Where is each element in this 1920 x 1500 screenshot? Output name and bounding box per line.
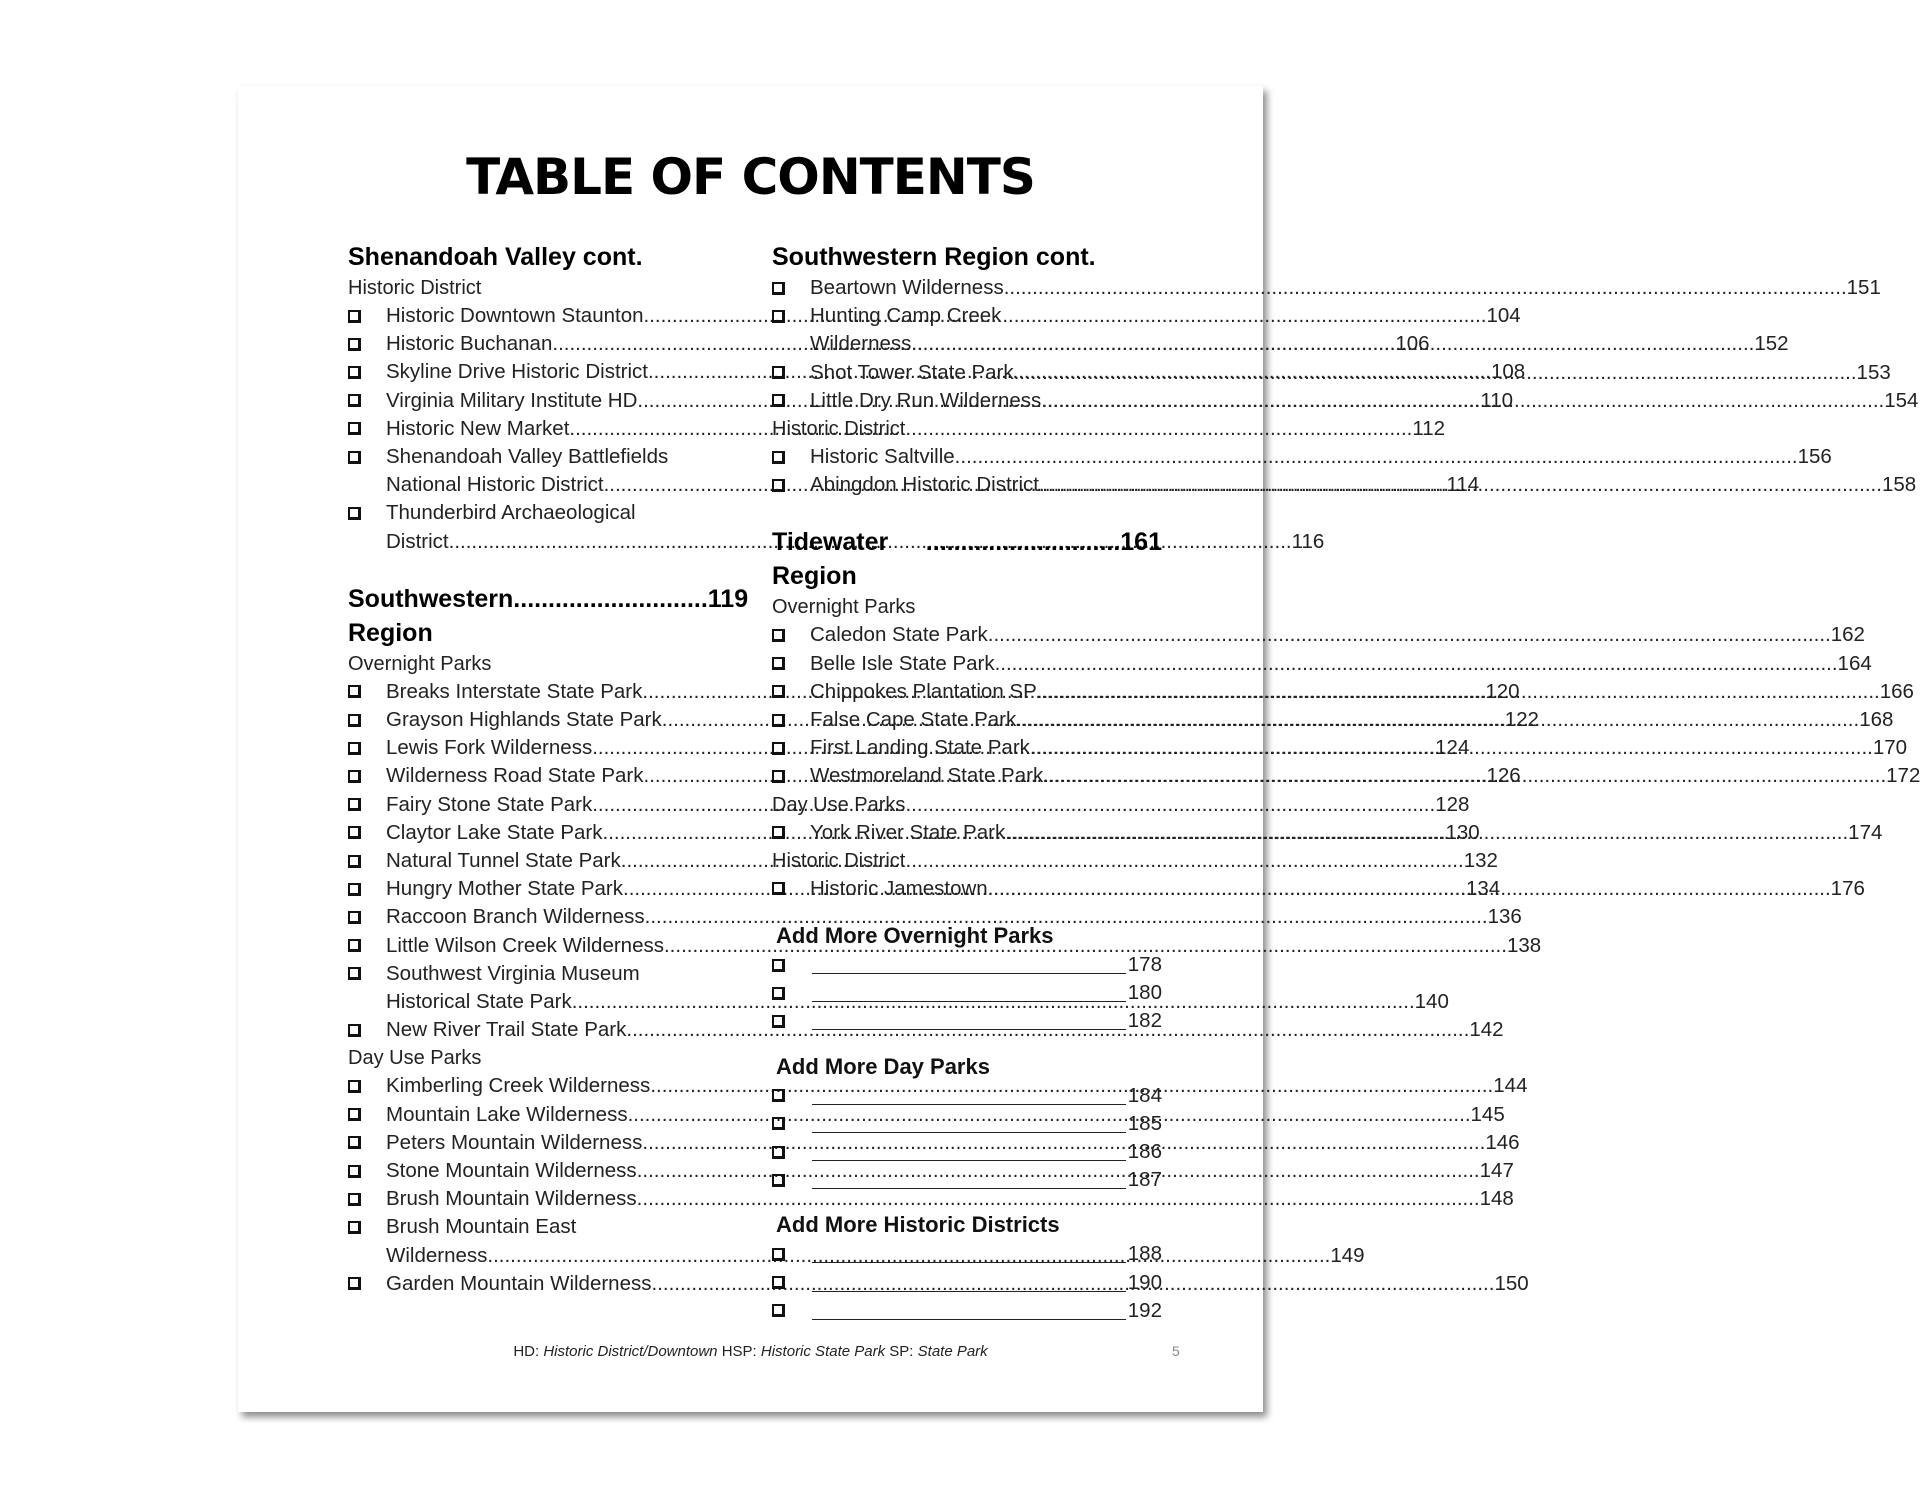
page-number: 124 bbox=[1435, 736, 1470, 760]
entry-title: Historic New Market bbox=[386, 416, 570, 440]
write-in-line[interactable] bbox=[812, 979, 1126, 1002]
section-heading: Southwestern Region ............................ 119 bbox=[348, 582, 738, 650]
entry-title: Garden Mountain Wilderness bbox=[386, 1271, 652, 1295]
section-heading-text: Southwestern Region cont. bbox=[772, 243, 1096, 271]
page-number: 145 bbox=[1470, 1102, 1505, 1126]
page-number: 108 bbox=[1490, 360, 1526, 384]
entry-title: Raccoon Branch Wilderness bbox=[386, 905, 645, 929]
entry-title: York River State Park bbox=[810, 820, 1006, 844]
blank-entry[interactable] bbox=[772, 1007, 1162, 1035]
entry-title: Southwest Virginia Museum bbox=[386, 961, 640, 985]
page-number: 190 bbox=[1127, 1270, 1162, 1294]
checkbox[interactable] bbox=[348, 678, 386, 706]
page-number: 185 bbox=[1127, 1111, 1162, 1135]
checkbox[interactable] bbox=[772, 951, 810, 979]
subsection-label: Overnight Parks bbox=[772, 596, 916, 619]
checkbox[interactable] bbox=[348, 960, 386, 988]
checkbox[interactable] bbox=[772, 471, 810, 499]
checkbox[interactable] bbox=[772, 387, 810, 415]
checkbox[interactable] bbox=[772, 443, 810, 471]
page-number: 153 bbox=[1856, 360, 1891, 384]
page-number: 122 bbox=[1504, 708, 1539, 732]
checkbox[interactable] bbox=[772, 762, 810, 790]
blank-entry[interactable] bbox=[772, 1269, 1162, 1297]
checkbox[interactable] bbox=[348, 443, 386, 471]
checkbox[interactable] bbox=[772, 650, 810, 678]
entry-title: Breaks Interstate State Park bbox=[386, 679, 643, 703]
entry-title: Thunderbird Archaeological bbox=[386, 501, 636, 525]
page-number: 136 bbox=[1487, 905, 1522, 929]
entry-title: Abingdon Historic District bbox=[810, 473, 1039, 497]
add-more-heading: Add More Day Parks bbox=[776, 1053, 990, 1079]
entry-title: Brush Mountain East bbox=[386, 1215, 577, 1239]
page-number: 176 bbox=[1830, 876, 1865, 900]
entry-title: Skyline Drive Historic District bbox=[386, 360, 648, 384]
toc-entry[interactable] bbox=[772, 274, 1881, 302]
page-number: 154 bbox=[1884, 388, 1919, 412]
checkbox[interactable] bbox=[348, 932, 386, 960]
page-number: 178 bbox=[1127, 953, 1162, 977]
entry-title: Grayson Highlands State Park bbox=[386, 708, 662, 732]
checkbox[interactable] bbox=[348, 791, 386, 819]
checkbox[interactable] bbox=[348, 499, 386, 527]
checkbox[interactable] bbox=[772, 1240, 810, 1268]
checkbox[interactable] bbox=[772, 734, 810, 762]
entry-title: Caledon State Park bbox=[810, 623, 988, 647]
checkbox[interactable] bbox=[772, 359, 810, 387]
checkbox[interactable] bbox=[348, 847, 386, 875]
write-in-line[interactable] bbox=[812, 1110, 1126, 1133]
entry-title: False Cape State Park bbox=[810, 708, 1017, 732]
checkbox[interactable] bbox=[348, 1185, 386, 1213]
write-in-line[interactable] bbox=[812, 1007, 1126, 1030]
entry-title: Historic Jamestown bbox=[810, 876, 988, 900]
page-number: 158 bbox=[1881, 473, 1917, 497]
page-number-footer: 5 bbox=[1172, 1343, 1180, 1359]
entry-title: Hungry Mother State Park bbox=[386, 877, 623, 901]
checkbox[interactable] bbox=[772, 979, 810, 1007]
section-heading-text: Shenandoah Valley cont. bbox=[348, 243, 643, 271]
page-number: 128 bbox=[1435, 792, 1470, 816]
page-number: 184 bbox=[1127, 1083, 1162, 1107]
page-number: 106 bbox=[1395, 332, 1430, 356]
checkbox[interactable] bbox=[348, 415, 386, 443]
page-number: 142 bbox=[1469, 1018, 1504, 1042]
entry-title: Hunting Camp Creek bbox=[810, 304, 1002, 328]
checkbox[interactable] bbox=[772, 302, 810, 330]
page-number: 152 bbox=[1754, 332, 1789, 356]
entry-title: Belle Isle State Park bbox=[810, 651, 995, 675]
blank-entry[interactable] bbox=[772, 1240, 1162, 1268]
write-in-line[interactable] bbox=[812, 1166, 1126, 1189]
checkbox[interactable] bbox=[348, 1157, 386, 1185]
checkbox[interactable] bbox=[348, 358, 386, 386]
write-in-line[interactable] bbox=[812, 951, 1126, 974]
page-number: 188 bbox=[1127, 1242, 1162, 1266]
write-in-line[interactable] bbox=[812, 1082, 1126, 1105]
abbr: HD: bbox=[513, 1343, 540, 1360]
page-number: 147 bbox=[1479, 1159, 1514, 1183]
page-number: 126 bbox=[1486, 764, 1521, 788]
page-number: 182 bbox=[1127, 1009, 1162, 1033]
abbr-meaning: Historic State Park bbox=[760, 1343, 886, 1360]
page-number: 119 bbox=[707, 584, 749, 613]
footer-legend bbox=[238, 1343, 1263, 1360]
page-number: 148 bbox=[1479, 1187, 1514, 1211]
toc-entry[interactable] bbox=[772, 621, 1865, 649]
page-number: 110 bbox=[1480, 388, 1514, 412]
checkbox[interactable] bbox=[772, 1269, 810, 1297]
write-in-line[interactable] bbox=[812, 1269, 1126, 1292]
entry-title: Westmoreland State Park bbox=[810, 764, 1044, 788]
entry-title: Kimberling Creek Wilderness bbox=[386, 1074, 651, 1098]
entry-title: Fairy Stone State Park bbox=[386, 792, 593, 816]
add-more-heading: Add More Overnight Parks bbox=[776, 923, 1054, 949]
subsection-label: Historic District bbox=[772, 418, 906, 441]
section-heading: Tidewater Region ............................ 161 bbox=[772, 525, 1162, 593]
page-number: 166 bbox=[1879, 679, 1914, 703]
entry-title: Claytor Lake State Park bbox=[386, 820, 603, 844]
toc-entry[interactable] bbox=[348, 1185, 1514, 1213]
checkbox[interactable] bbox=[772, 1007, 810, 1035]
checkbox[interactable] bbox=[348, 1270, 386, 1298]
section-heading-text: Tidewater Region bbox=[772, 528, 889, 591]
page-number: 170 bbox=[1872, 736, 1908, 760]
page-number: 161 bbox=[1120, 528, 1162, 557]
checkbox[interactable] bbox=[348, 903, 386, 931]
checkbox[interactable] bbox=[348, 1129, 386, 1157]
subsection-label: Day Use Parks bbox=[772, 793, 906, 816]
checkbox[interactable] bbox=[348, 819, 386, 847]
entry-title: Little Wilson Creek Wilderness bbox=[386, 933, 664, 957]
entry-title: National Historic District bbox=[386, 473, 604, 497]
entry-title: Brush Mountain Wilderness bbox=[386, 1187, 637, 1211]
page-number: 149 bbox=[1330, 1243, 1365, 1267]
page-number: 156 bbox=[1797, 445, 1832, 469]
checkbox[interactable] bbox=[772, 875, 810, 903]
section-heading bbox=[348, 240, 738, 274]
toc-entry[interactable] bbox=[348, 903, 1522, 931]
subsection-label: Historic District bbox=[772, 849, 906, 872]
checkbox[interactable] bbox=[348, 330, 386, 358]
checkbox[interactable] bbox=[348, 1072, 386, 1100]
checkbox[interactable] bbox=[772, 621, 810, 649]
page-number: 114 bbox=[1446, 473, 1480, 497]
checkbox[interactable] bbox=[348, 706, 386, 734]
subsection-label: Day Use Parks bbox=[348, 1047, 482, 1070]
blank-entry[interactable] bbox=[772, 1082, 1162, 1110]
page-number: 144 bbox=[1493, 1074, 1528, 1098]
toc-entry[interactable] bbox=[772, 443, 1832, 471]
abbr-meaning: State Park bbox=[917, 1343, 988, 1360]
blank-entry[interactable] bbox=[772, 979, 1162, 1007]
page-number: 186 bbox=[1127, 1140, 1162, 1164]
subsection-label: Historic District bbox=[348, 277, 482, 299]
document-page bbox=[238, 86, 1920, 1412]
page-number: 132 bbox=[1463, 849, 1498, 873]
write-in-line[interactable] bbox=[812, 1138, 1126, 1161]
abbr: HSP: bbox=[721, 1343, 757, 1360]
page-number: 164 bbox=[1837, 651, 1872, 675]
write-in-line[interactable] bbox=[812, 1240, 1126, 1263]
write-in-line[interactable] bbox=[812, 1297, 1126, 1320]
entry-title: Little Dry Run Wilderness bbox=[810, 388, 1042, 412]
checkbox[interactable] bbox=[772, 1138, 810, 1166]
checkbox[interactable] bbox=[772, 274, 810, 302]
page-number: 192 bbox=[1127, 1298, 1162, 1322]
abbr: SP: bbox=[889, 1343, 914, 1360]
entry-title: Historic Buchanan bbox=[386, 332, 553, 356]
page-number: 150 bbox=[1494, 1271, 1529, 1295]
toc-entry[interactable] bbox=[772, 650, 1872, 678]
blank-entry[interactable] bbox=[772, 1110, 1162, 1138]
page-number: 134 bbox=[1465, 877, 1501, 901]
blank-entry[interactable] bbox=[772, 1138, 1162, 1166]
page-number: 180 bbox=[1127, 981, 1162, 1005]
entry-title: Stone Mountain Wilderness bbox=[386, 1159, 637, 1183]
entry-title: District bbox=[386, 529, 449, 553]
checkbox[interactable] bbox=[348, 1213, 386, 1241]
entry-title: Virginia Military Institute HD bbox=[386, 388, 638, 412]
checkbox[interactable] bbox=[348, 1101, 386, 1129]
entry-title: Wilderness bbox=[810, 332, 912, 356]
checkbox[interactable] bbox=[348, 387, 386, 415]
add-more-heading: Add More Historic Districts bbox=[776, 1212, 1060, 1238]
page-number: 174 bbox=[1848, 820, 1883, 844]
entry-title: Historic Downtown Staunton bbox=[386, 304, 644, 327]
entry-title: Historical State Park bbox=[386, 990, 572, 1014]
page-number: 138 bbox=[1506, 933, 1542, 957]
page-number: 130 bbox=[1445, 820, 1480, 844]
checkbox[interactable] bbox=[348, 875, 386, 903]
entry-title: Wilderness Road State Park bbox=[386, 764, 644, 788]
entry-title: Mountain Lake Wilderness bbox=[386, 1102, 628, 1126]
section-heading bbox=[772, 240, 1162, 274]
blank-entry[interactable] bbox=[772, 1166, 1162, 1194]
page-number: 162 bbox=[1830, 623, 1865, 647]
blank-entry[interactable] bbox=[772, 1297, 1162, 1325]
entry-title: Natural Tunnel State Park bbox=[386, 849, 621, 873]
checkbox[interactable] bbox=[772, 1082, 810, 1110]
checkbox[interactable] bbox=[772, 678, 810, 706]
page-number: 104 bbox=[1486, 304, 1521, 327]
blank-entry[interactable] bbox=[772, 951, 1162, 979]
checkbox[interactable] bbox=[348, 1016, 386, 1044]
entry-title: Beartown Wilderness bbox=[810, 276, 1004, 299]
checkbox[interactable] bbox=[772, 1166, 810, 1194]
page-number: 120 bbox=[1485, 679, 1520, 703]
subsection-label: Overnight Parks bbox=[348, 652, 492, 675]
entry-title: Peters Mountain Wilderness bbox=[386, 1130, 643, 1154]
abbr-meaning: Historic District/Downtown bbox=[543, 1343, 718, 1360]
entry-title: New River Trail State Park bbox=[386, 1018, 627, 1042]
entry-title: Shot Tower State Park bbox=[810, 360, 1014, 384]
page-number: 172 bbox=[1886, 764, 1920, 788]
page-number: 112 bbox=[1412, 416, 1446, 440]
page-number: 187 bbox=[1127, 1168, 1162, 1192]
checkbox[interactable] bbox=[348, 734, 386, 762]
entry-title: Chippokes Plantation SP bbox=[810, 679, 1037, 703]
checkbox[interactable] bbox=[772, 819, 810, 847]
checkbox[interactable] bbox=[772, 706, 810, 734]
checkbox[interactable] bbox=[772, 1297, 810, 1325]
page-number: 168 bbox=[1859, 708, 1894, 732]
page-number: 116 bbox=[1291, 529, 1325, 553]
page-number: 140 bbox=[1414, 990, 1449, 1014]
entry-title: Lewis Fork Wilderness bbox=[386, 736, 593, 760]
checkbox[interactable] bbox=[348, 762, 386, 790]
entry-title: Wilderness bbox=[386, 1243, 488, 1267]
page-number: 151 bbox=[1846, 276, 1881, 299]
entry-title: First Landing State Park bbox=[810, 736, 1030, 760]
entry-title: Historic Saltville bbox=[810, 445, 955, 469]
entry-title: Shenandoah Valley Battlefields bbox=[386, 445, 669, 469]
page-title: TABLE OF CONTENTS bbox=[466, 148, 1035, 206]
page-number: 146 bbox=[1485, 1130, 1520, 1154]
section-heading-text: Southwestern Region bbox=[348, 584, 514, 647]
checkbox[interactable] bbox=[772, 1110, 810, 1138]
checkbox[interactable] bbox=[348, 302, 386, 330]
